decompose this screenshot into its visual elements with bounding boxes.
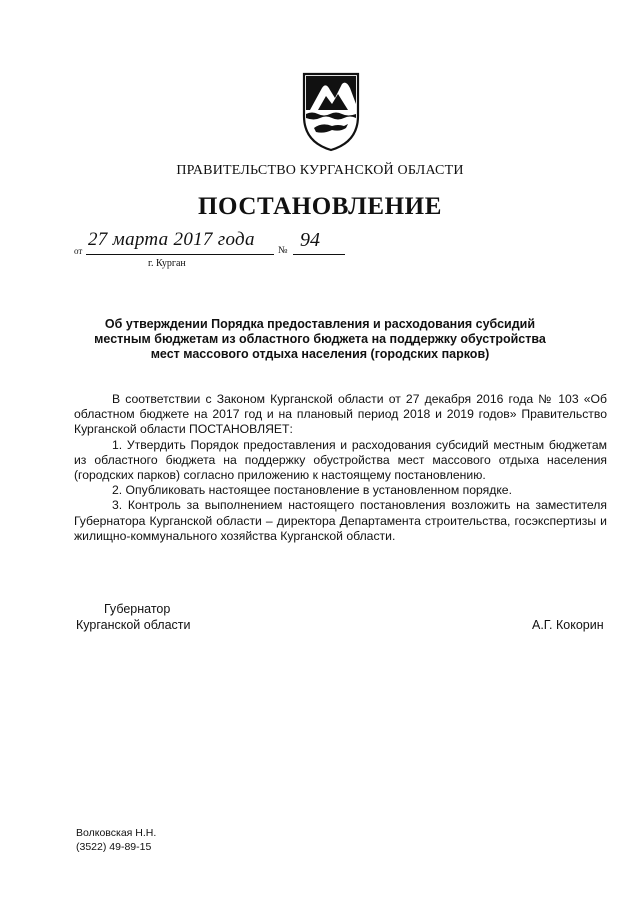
handwritten-number: 94 bbox=[300, 229, 320, 251]
city-label: г. Курган bbox=[148, 258, 186, 269]
number-label: № bbox=[278, 245, 288, 256]
coat-of-arms-emblem bbox=[298, 70, 364, 152]
document-subject: Об утверждении Порядка предоставления и расходования субсидий местным бюджетам из областного бюджета на поддержку обустройства мест массового отдыха населения (городских парков) bbox=[94, 317, 546, 361]
preamble-paragraph: В соответствии с Законом Курганской области от 27 декабря 2016 года № 103 «Об областном бюджете на 2017 год и на плановый период 2018 и 2019 годов» Правительство Курганской области ПОСТАНОВЛЯЕТ: bbox=[74, 392, 607, 437]
number-underline bbox=[293, 254, 345, 255]
government-header: ПРАВИТЕЛЬСТВО КУРГАНСКОЙ ОБЛАСТИ bbox=[176, 163, 464, 178]
executor-phone: (3522) 49-89-15 bbox=[76, 841, 152, 853]
signatory-name: А.Г. Кокорин bbox=[532, 618, 604, 632]
date-prefix: от bbox=[74, 246, 83, 256]
document-title: ПОСТАНОВЛЕНИЕ bbox=[197, 193, 443, 220]
signatory-title: Губернатор bbox=[104, 602, 171, 616]
handwritten-date: 27 марта 2017 года bbox=[88, 229, 255, 250]
date-underline bbox=[86, 254, 274, 255]
signatory-region: Курганской области bbox=[76, 618, 191, 632]
item-1-paragraph: 1. Утвердить Порядок предоставления и расходования субсидий местным бюджетам из областного бюджета на поддержку обустройства мест массового отдыха населения (городских парков) согласно приложению к настоящему постановлению. bbox=[74, 437, 607, 483]
executor-block bbox=[76, 826, 156, 854]
item-3-paragraph: 3. Контроль за выполнением настоящего постановления возложить на заместителя Губернатора Курганской области – директора Департамента строительства, госэкспертизы и жилищно-коммунального хозяйства Курганской области. bbox=[74, 498, 607, 543]
item-2-paragraph: 2. Опубликовать настоящее постановление в установленном порядке. bbox=[112, 483, 512, 498]
document-body bbox=[74, 392, 607, 544]
executor-name: Волковская Н.Н. bbox=[76, 827, 157, 839]
